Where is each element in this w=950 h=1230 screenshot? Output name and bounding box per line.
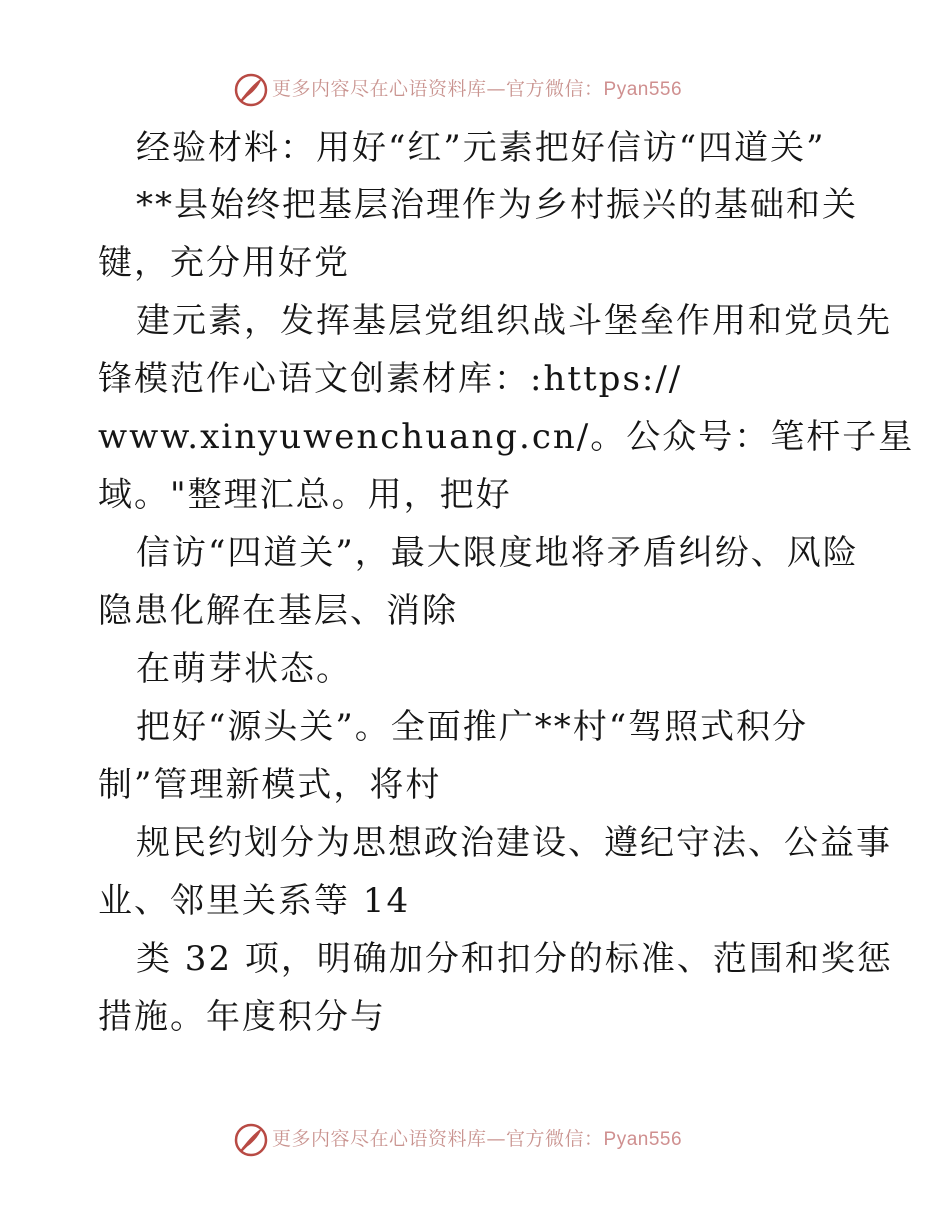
footer-wechat-id: Pyan556 [603,1129,683,1150]
paragraph-line: **县始终把基层治理作为乡村振兴的基础和关 [136,185,858,225]
paragraph-line: www.xinyuwenchuang.cn/。公众号：笔杆子星 [98,417,915,457]
header-watermark-banner [0,70,950,110]
paragraph-line: 域。"整理汇总。用，把好 [98,475,512,515]
header-promo-text: 更多内容尽在心语资料库—官方微信：Pyan556 [272,78,683,100]
header-wechat-id: Pyan556 [603,79,683,100]
quill-logo-icon [233,1122,269,1158]
paragraph-line: 键，充分用好党 [98,243,350,283]
paragraph-line: 把好“源头关”。全面推广**村“驾照式积分 [136,707,809,747]
quill-logo-icon [233,72,269,108]
paragraph-line: 锋模范作心语文创素材库：:https:// [98,359,683,399]
paragraph-line: 信访“四道关”，最大限度地将矛盾纠纷、风险 [136,533,859,573]
document-title: 经验材料：用好“红”元素把好信访“四道关” [136,128,826,168]
paragraph-line: 业、邻里关系等 14 [98,881,411,921]
paragraph-line: 隐患化解在基层、消除 [98,591,458,631]
paragraph-line: 在萌芽状态。 [136,649,352,689]
paragraph-line: 措施。年度积分与 [98,997,386,1037]
paragraph-line: 规民约划分为思想政治建设、遵纪守法、公益事 [136,823,892,863]
paragraph-line: 类 32 项，明确加分和扣分的标准、范围和奖惩 [136,939,893,979]
footer-promo-text: 更多内容尽在心语资料库—官方微信：Pyan556 [272,1128,683,1150]
footer-watermark-banner [0,1120,950,1160]
paragraph-line: 制”管理新模式，将村 [98,765,442,805]
paragraph-line: 建元素，发挥基层党组织战斗堡垒作用和党员先 [136,301,892,341]
